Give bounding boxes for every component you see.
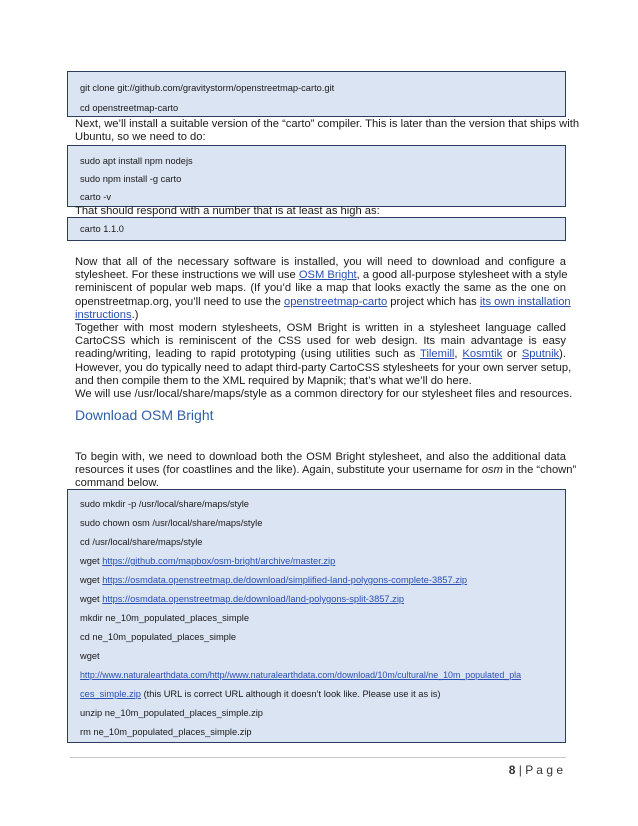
- text-fragment: , a good all-purpose stylesheet with a style: [356, 269, 568, 282]
- kosmtik-link[interactable]: Kosmtik: [462, 348, 503, 361]
- code-block-clone: [67, 71, 566, 117]
- text-line: We will use /usr/local/share/maps/style as a common directory for our stylesheet files and resources.: [75, 388, 573, 401]
- text-fragment: (this URL is correct URL although it doesn’t look like. Please use it as is): [140, 689, 441, 699]
- paragraph-carto: [75, 118, 580, 144]
- sputnik-link[interactable]: Sputnik: [521, 348, 560, 361]
- osm-bright-zip-link[interactable]: https://github.com/mapbox/osm-bright/archive/master.zip: [102, 556, 336, 566]
- text-fragment: resources it uses (for coastlines and the like). Again, substitute your username for: [75, 464, 482, 477]
- code-block-install: [67, 145, 566, 207]
- text-line: [75, 348, 566, 361]
- text-line: However, you do typically need to adapt third-party CartoCSS stylesheets for your own server setup,: [75, 361, 572, 374]
- section-heading: Download OSM Bright: [75, 407, 214, 423]
- text-fragment: stylesheet. For these instructions we will use: [75, 269, 299, 282]
- tilemill-link[interactable]: Tilemill: [420, 348, 455, 361]
- paragraph-download: [75, 451, 577, 491]
- code-line: cd openstreetmap-carto: [80, 103, 179, 113]
- code-line: wget: [80, 651, 100, 661]
- text-line: Next, we’ll install a suitable version of the “carto” compiler. This is later than the version that ships with: [75, 118, 580, 130]
- text-line: [75, 295, 571, 309]
- text-fragment: wget: [80, 556, 103, 566]
- code-line: unzip ne_10m_populated_places_simple.zip: [80, 708, 263, 718]
- text-line: and then compile them to the XML required by Mapnik; that’s what we’ll do here.: [75, 374, 472, 387]
- page-number: 8: [508, 763, 516, 777]
- code-line: git clone git://github.com/gravitystorm/openstreetmap-carto.git: [80, 83, 335, 93]
- code-line: [80, 593, 404, 605]
- code-line: [80, 688, 441, 700]
- text-line: command below.: [75, 477, 159, 490]
- code-line: [80, 574, 467, 586]
- land-polygons-split-link[interactable]: https://osmdata.openstreetmap.de/download/land-polygons-split-3857.zip: [102, 594, 405, 604]
- text-line: [75, 269, 566, 282]
- text-line: Ubuntu, so we need to do:: [75, 131, 206, 144]
- osm-bright-link[interactable]: OSM Bright: [298, 269, 357, 282]
- code-line: rm ne_10m_populated_places_simple.zip: [80, 727, 252, 737]
- text-line: That should respond with a number that is at least as high as:: [75, 205, 380, 217]
- simplified-land-polygons-link[interactable]: https://osmdata.openstreetmap.de/download/simplified-land-polygons-complete-3857.zip: [102, 575, 468, 585]
- code-line: sudo apt install npm nodejs: [80, 156, 193, 166]
- text-line: [75, 309, 566, 322]
- code-line: carto -v: [80, 192, 111, 202]
- code-block-download: [67, 489, 566, 743]
- text-line: reminiscent of popular web maps. (If you’d like a map that looks exactly the same as the one on: [75, 282, 566, 295]
- text-fragment: wget: [80, 575, 103, 585]
- code-line: cd /usr/local/share/maps/style: [80, 537, 203, 547]
- text-fragment: project which has: [387, 295, 480, 308]
- text-fragment: in the “chown”: [502, 464, 577, 477]
- text-fragment: wget: [80, 594, 103, 604]
- paragraph-stylesheet: [75, 256, 573, 401]
- code-block-version: [67, 217, 566, 241]
- text-line: To begin with, we need to download both the OSM Bright stylesheet, and also the additional data: [75, 451, 566, 463]
- installation-instructions-link[interactable]: its own installation: [479, 295, 571, 308]
- text-fragment: ).: [559, 348, 566, 361]
- code-line: [80, 669, 521, 681]
- code-line: sudo chown osm /usr/local/share/maps/style: [80, 518, 263, 528]
- text-line: [75, 464, 577, 477]
- naturalearth-link-cont[interactable]: ces_simple.zip: [80, 689, 141, 699]
- naturalearth-link[interactable]: http://www.naturalearthdata.com/http//www.naturalearthdata.com/download/10m/cultural/ne_10m_populated_pla: [80, 670, 522, 680]
- code-line: [80, 555, 335, 567]
- text-fragment: reading/writing, leading to rapid prototyping (using utilities such as: [75, 348, 421, 361]
- code-line: sudo mkdir -p /usr/local/share/maps/style: [80, 499, 249, 509]
- text-line: Now that all of the necessary software is installed, you will need to download and configure a: [75, 256, 566, 268]
- code-line: sudo npm install -g carto: [80, 174, 182, 184]
- footer-separator: |: [515, 763, 526, 777]
- username-emphasis: osm: [481, 464, 503, 477]
- code-line: cd ne_10m_populated_places_simple: [80, 632, 237, 642]
- text-fragment: .): [131, 308, 139, 321]
- page-label: P a g e: [525, 763, 563, 777]
- openstreetmap-carto-link[interactable]: openstreetmap-carto: [283, 295, 388, 308]
- installation-instructions-link-cont[interactable]: instructions: [75, 308, 132, 321]
- text-line: CartoCSS which is reminiscent of the CSS used for web design. Its main advantage is easy: [75, 335, 566, 348]
- code-line: mkdir ne_10m_populated_places_simple: [80, 613, 249, 623]
- page-footer: [509, 763, 563, 777]
- text-fragment: or: [502, 348, 522, 361]
- text-fragment: ,: [454, 348, 463, 361]
- footer-rule: [70, 757, 566, 758]
- text-fragment: openstreetmap.org, you’ll need to use the: [75, 295, 284, 308]
- text-line: Together with most modern stylesheets, OSM Bright is written in a stylesheet language called: [75, 322, 566, 335]
- code-line: carto 1.1.0: [80, 224, 124, 234]
